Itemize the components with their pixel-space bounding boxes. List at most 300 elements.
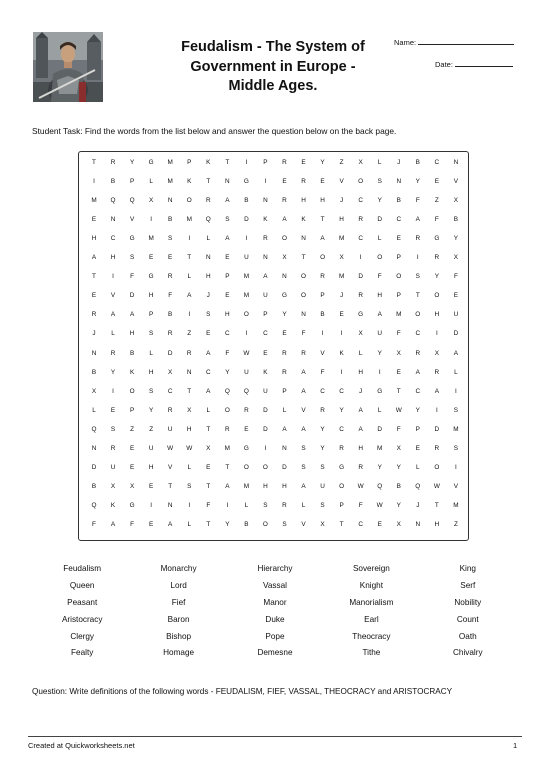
grid-letter[interactable]: X bbox=[110, 482, 116, 490]
grid-letter[interactable]: E bbox=[168, 254, 173, 262]
grid-letter[interactable]: S bbox=[320, 501, 325, 509]
grid-letter[interactable]: V bbox=[110, 292, 116, 300]
grid-letter[interactable]: A bbox=[225, 197, 230, 205]
grid-letter[interactable]: C bbox=[396, 216, 402, 224]
grid-letter[interactable]: Q bbox=[415, 482, 421, 490]
grid-letter[interactable]: O bbox=[243, 311, 249, 319]
grid-letter[interactable]: A bbox=[110, 520, 116, 528]
grid-letter[interactable]: H bbox=[186, 425, 192, 433]
grid-letter[interactable]: T bbox=[206, 482, 211, 490]
grid-letter[interactable]: M bbox=[243, 273, 250, 281]
grid-letter[interactable]: I bbox=[264, 178, 267, 186]
grid-letter[interactable]: G bbox=[358, 311, 364, 319]
grid-letter[interactable]: L bbox=[92, 406, 96, 414]
grid-letter[interactable]: T bbox=[396, 387, 401, 395]
grid-letter[interactable]: X bbox=[149, 197, 154, 205]
grid-letter[interactable]: E bbox=[149, 520, 154, 528]
grid-letter[interactable]: X bbox=[453, 254, 459, 262]
grid-letter[interactable]: N bbox=[186, 368, 192, 376]
grid-letter[interactable]: H bbox=[148, 292, 154, 300]
grid-letter[interactable]: K bbox=[129, 368, 135, 376]
grid-letter[interactable]: U bbox=[148, 444, 154, 452]
grid-letter[interactable]: Q bbox=[91, 425, 97, 433]
grid-letter[interactable]: O bbox=[262, 463, 268, 471]
grid-letter[interactable]: Y bbox=[453, 235, 459, 243]
grid-letter[interactable]: P bbox=[396, 292, 401, 300]
grid-letter[interactable]: Z bbox=[149, 425, 154, 433]
grid-letter[interactable]: E bbox=[453, 292, 459, 300]
grid-letter[interactable]: S bbox=[282, 520, 287, 528]
grid-letter[interactable]: A bbox=[91, 254, 97, 262]
grid-letter[interactable]: F bbox=[130, 273, 135, 281]
grid-letter[interactable]: M bbox=[453, 425, 459, 433]
grid-letter[interactable]: W bbox=[357, 482, 364, 490]
grid-letter[interactable]: C bbox=[415, 387, 421, 395]
grid-letter[interactable]: X bbox=[129, 482, 135, 490]
grid-letter[interactable]: H bbox=[148, 368, 154, 376]
grid-letter[interactable]: Y bbox=[339, 406, 344, 414]
grid-letter[interactable]: A bbox=[377, 311, 382, 319]
grid-letter[interactable]: S bbox=[206, 311, 211, 319]
grid-letter[interactable]: A bbox=[225, 482, 230, 490]
grid-letter[interactable]: Y bbox=[320, 444, 325, 452]
grid-letter[interactable]: R bbox=[110, 159, 116, 166]
grid-letter[interactable]: R bbox=[282, 368, 287, 376]
grid-letter[interactable]: A bbox=[206, 387, 211, 395]
grid-letter[interactable]: R bbox=[434, 444, 440, 452]
grid-letter[interactable]: R bbox=[225, 425, 230, 433]
grid-letter[interactable]: F bbox=[168, 292, 173, 300]
grid-letter[interactable]: S bbox=[320, 463, 325, 471]
grid-letter[interactable]: M bbox=[377, 444, 383, 452]
grid-letter[interactable]: L bbox=[149, 349, 153, 357]
grid-letter[interactable]: K bbox=[187, 178, 192, 186]
grid-letter[interactable]: S bbox=[129, 254, 135, 262]
grid-letter[interactable]: L bbox=[111, 330, 115, 338]
grid-letter[interactable]: R bbox=[301, 178, 306, 186]
grid-letter[interactable]: R bbox=[282, 159, 287, 166]
grid-letter[interactable]: X bbox=[320, 520, 325, 528]
grid-letter[interactable]: W bbox=[167, 444, 174, 452]
grid-letter[interactable]: K bbox=[339, 349, 344, 357]
grid-letter[interactable]: S bbox=[225, 216, 230, 224]
grid-letter[interactable]: B bbox=[396, 197, 401, 205]
grid-letter[interactable]: C bbox=[358, 235, 363, 243]
grid-letter[interactable]: D bbox=[358, 273, 363, 281]
grid-letter[interactable]: G bbox=[377, 387, 383, 395]
grid-letter[interactable]: Z bbox=[453, 520, 458, 528]
grid-letter[interactable]: G bbox=[243, 444, 249, 452]
grid-letter[interactable]: R bbox=[434, 254, 440, 262]
grid-letter[interactable]: N bbox=[205, 254, 211, 262]
grid-letter[interactable]: I bbox=[188, 501, 191, 509]
grid-letter[interactable]: B bbox=[453, 216, 459, 224]
grid-letter[interactable]: Y bbox=[282, 311, 287, 319]
grid-letter[interactable]: I bbox=[245, 159, 248, 166]
grid-letter[interactable]: O bbox=[396, 273, 402, 281]
grid-letter[interactable]: L bbox=[206, 406, 211, 414]
grid-letter[interactable]: H bbox=[377, 292, 383, 300]
grid-letter[interactable]: X bbox=[339, 254, 344, 262]
grid-letter[interactable]: E bbox=[225, 254, 230, 262]
grid-letter[interactable]: P bbox=[415, 425, 420, 433]
grid-letter[interactable]: L bbox=[187, 273, 192, 281]
grid-letter[interactable]: H bbox=[320, 197, 325, 205]
grid-letter[interactable]: I bbox=[321, 330, 324, 338]
grid-letter[interactable]: F bbox=[434, 216, 439, 224]
grid-letter[interactable]: A bbox=[282, 216, 287, 224]
grid-letter[interactable]: S bbox=[149, 387, 154, 395]
grid-letter[interactable]: V bbox=[339, 178, 344, 186]
grid-letter[interactable]: S bbox=[110, 425, 116, 433]
grid-letter[interactable]: I bbox=[264, 444, 267, 452]
grid-letter[interactable]: F bbox=[396, 330, 401, 338]
grid-letter[interactable]: R bbox=[205, 197, 211, 205]
grid-letter[interactable]: J bbox=[206, 292, 210, 300]
grid-letter[interactable]: J bbox=[397, 159, 401, 166]
grid-letter[interactable]: U bbox=[244, 368, 249, 376]
grid-letter[interactable]: M bbox=[338, 235, 345, 243]
grid-letter[interactable]: B bbox=[91, 368, 97, 376]
grid-letter[interactable]: N bbox=[91, 349, 97, 357]
grid-letter[interactable]: E bbox=[110, 406, 116, 414]
grid-letter[interactable]: C bbox=[358, 197, 363, 205]
grid-letter[interactable]: A bbox=[358, 406, 363, 414]
grid-letter[interactable]: T bbox=[339, 520, 344, 528]
grid-letter[interactable]: G bbox=[148, 273, 154, 281]
grid-letter[interactable]: L bbox=[416, 463, 420, 471]
grid-letter[interactable]: H bbox=[301, 197, 306, 205]
grid-letter[interactable]: V bbox=[301, 520, 306, 528]
grid-letter[interactable]: A bbox=[129, 311, 135, 319]
grid-letter[interactable]: K bbox=[206, 159, 211, 166]
grid-letter[interactable]: T bbox=[301, 254, 306, 262]
grid-letter[interactable]: E bbox=[244, 425, 249, 433]
grid-letter[interactable]: O bbox=[434, 292, 440, 300]
grid-letter[interactable]: E bbox=[206, 463, 211, 471]
grid-letter[interactable]: R bbox=[110, 444, 116, 452]
grid-letter[interactable]: E bbox=[282, 330, 287, 338]
grid-letter[interactable]: D bbox=[167, 349, 173, 357]
grid-letter[interactable]: R bbox=[339, 444, 344, 452]
grid-letter[interactable]: H bbox=[339, 216, 344, 224]
grid-letter[interactable]: L bbox=[282, 406, 287, 414]
grid-letter[interactable]: R bbox=[186, 349, 192, 357]
grid-letter[interactable]: I bbox=[340, 368, 343, 376]
grid-letter[interactable]: W bbox=[243, 349, 250, 357]
grid-letter[interactable]: V bbox=[453, 178, 459, 186]
grid-letter[interactable]: O bbox=[377, 254, 383, 262]
grid-letter[interactable]: N bbox=[167, 197, 173, 205]
grid-letter[interactable]: F bbox=[301, 330, 306, 338]
grid-letter[interactable]: I bbox=[150, 501, 153, 509]
grid-letter[interactable]: A bbox=[434, 387, 439, 395]
grid-letter[interactable]: S bbox=[168, 235, 173, 243]
grid-letter[interactable]: H bbox=[282, 482, 287, 490]
grid-letter[interactable]: X bbox=[453, 197, 459, 205]
grid-letter[interactable]: M bbox=[243, 292, 250, 300]
grid-letter[interactable]: E bbox=[415, 444, 420, 452]
grid-letter[interactable]: Y bbox=[225, 368, 230, 376]
grid-letter[interactable]: A bbox=[168, 520, 173, 528]
grid-letter[interactable]: G bbox=[434, 235, 440, 243]
grid-letter[interactable]: Y bbox=[377, 463, 382, 471]
grid-letter[interactable]: G bbox=[281, 292, 287, 300]
grid-letter[interactable]: A bbox=[320, 235, 325, 243]
grid-letter[interactable]: A bbox=[301, 387, 306, 395]
grid-letter[interactable]: C bbox=[339, 425, 344, 433]
grid-letter[interactable]: X bbox=[358, 330, 363, 338]
grid-letter[interactable]: F bbox=[453, 273, 458, 281]
grid-letter[interactable]: H bbox=[225, 311, 230, 319]
grid-letter[interactable]: E bbox=[91, 216, 97, 224]
grid-letter[interactable]: B bbox=[320, 311, 325, 319]
grid-letter[interactable]: U bbox=[320, 482, 325, 490]
grid-letter[interactable]: M bbox=[453, 501, 459, 509]
grid-letter[interactable]: E bbox=[396, 368, 401, 376]
grid-letter[interactable]: L bbox=[187, 463, 192, 471]
grid-letter[interactable]: E bbox=[129, 463, 135, 471]
grid-letter[interactable]: F bbox=[225, 349, 230, 357]
grid-letter[interactable]: C bbox=[205, 368, 211, 376]
grid-letter[interactable]: C bbox=[339, 387, 344, 395]
grid-letter[interactable]: N bbox=[167, 501, 173, 509]
grid-letter[interactable]: M bbox=[91, 197, 97, 205]
grid-letter[interactable]: T bbox=[206, 178, 211, 186]
grid-letter[interactable]: E bbox=[320, 178, 325, 186]
grid-letter[interactable]: N bbox=[282, 444, 287, 452]
grid-letter[interactable]: O bbox=[301, 273, 306, 281]
grid-letter[interactable]: I bbox=[150, 216, 153, 224]
grid-letter[interactable]: D bbox=[91, 463, 97, 471]
grid-letter[interactable]: Q bbox=[243, 387, 249, 395]
grid-letter[interactable]: T bbox=[168, 482, 173, 490]
grid-letter[interactable]: C bbox=[225, 330, 230, 338]
grid-letter[interactable]: F bbox=[377, 273, 382, 281]
grid-letter[interactable]: G bbox=[243, 178, 249, 186]
grid-letter[interactable]: Y bbox=[396, 463, 401, 471]
grid-letter[interactable]: H bbox=[358, 368, 363, 376]
grid-letter[interactable]: S bbox=[415, 273, 420, 281]
grid-letter[interactable]: O bbox=[224, 406, 230, 414]
grid-letter[interactable]: E bbox=[91, 292, 97, 300]
grid-letter[interactable]: R bbox=[434, 368, 440, 376]
grid-letter[interactable]: S bbox=[377, 178, 382, 186]
grid-letter[interactable]: U bbox=[244, 254, 249, 262]
grid-letter[interactable]: X bbox=[358, 159, 363, 166]
grid-letter[interactable]: T bbox=[187, 254, 192, 262]
grid-letter[interactable]: D bbox=[377, 425, 383, 433]
grid-letter[interactable]: Q bbox=[205, 216, 211, 224]
grid-letter[interactable]: R bbox=[415, 235, 421, 243]
grid-letter[interactable]: R bbox=[301, 349, 306, 357]
grid-letter[interactable]: D bbox=[434, 425, 440, 433]
grid-letter[interactable]: R bbox=[358, 292, 363, 300]
grid-letter[interactable]: K bbox=[110, 501, 116, 509]
grid-letter[interactable]: Q bbox=[110, 197, 116, 205]
grid-letter[interactable]: Y bbox=[129, 159, 135, 166]
grid-letter[interactable]: F bbox=[130, 520, 135, 528]
grid-letter[interactable]: T bbox=[92, 273, 96, 281]
grid-letter[interactable]: A bbox=[187, 292, 192, 300]
grid-letter[interactable]: Q bbox=[129, 197, 135, 205]
grid-letter[interactable]: N bbox=[282, 273, 287, 281]
grid-letter[interactable]: I bbox=[359, 254, 362, 262]
grid-letter[interactable]: Z bbox=[130, 425, 135, 433]
grid-letter[interactable]: U bbox=[377, 330, 383, 338]
grid-letter[interactable]: J bbox=[416, 501, 420, 509]
grid-letter[interactable]: T bbox=[320, 216, 325, 224]
grid-letter[interactable]: P bbox=[282, 387, 287, 395]
grid-letter[interactable]: P bbox=[339, 501, 344, 509]
grid-letter[interactable]: O bbox=[243, 463, 249, 471]
grid-letter[interactable]: E bbox=[434, 178, 439, 186]
grid-letter[interactable]: B bbox=[129, 349, 135, 357]
grid-letter[interactable]: H bbox=[358, 444, 363, 452]
grid-letter[interactable]: Y bbox=[434, 273, 439, 281]
grid-letter[interactable]: A bbox=[301, 368, 306, 376]
grid-letter[interactable]: E bbox=[282, 178, 287, 186]
grid-letter[interactable]: X bbox=[396, 349, 401, 357]
grid-letter[interactable]: I bbox=[378, 368, 381, 376]
grid-letter[interactable]: Z bbox=[434, 197, 439, 205]
grid-letter[interactable]: I bbox=[93, 178, 95, 186]
grid-letter[interactable]: N bbox=[263, 197, 268, 205]
grid-letter[interactable]: O bbox=[320, 254, 326, 262]
grid-letter[interactable]: J bbox=[359, 387, 363, 395]
grid-letter[interactable]: A bbox=[358, 425, 363, 433]
grid-letter[interactable]: Z bbox=[187, 330, 192, 338]
grid-letter[interactable]: I bbox=[112, 273, 114, 281]
grid-letter[interactable]: X bbox=[396, 520, 401, 528]
grid-letter[interactable]: Y bbox=[396, 501, 401, 509]
grid-letter[interactable]: M bbox=[338, 273, 345, 281]
grid-letter[interactable]: S bbox=[263, 501, 268, 509]
grid-letter[interactable]: I bbox=[112, 387, 114, 395]
grid-letter[interactable]: M bbox=[167, 178, 173, 186]
grid-letter[interactable]: R bbox=[320, 273, 325, 281]
grid-letter[interactable]: A bbox=[415, 216, 420, 224]
grid-letter[interactable]: O bbox=[358, 178, 364, 186]
grid-letter[interactable]: X bbox=[434, 349, 439, 357]
grid-letter[interactable]: H bbox=[129, 330, 135, 338]
grid-letter[interactable]: H bbox=[91, 235, 97, 243]
grid-letter[interactable]: B bbox=[168, 311, 173, 319]
grid-letter[interactable]: Y bbox=[320, 159, 325, 166]
grid-letter[interactable]: H bbox=[263, 482, 268, 490]
grid-letter[interactable]: C bbox=[415, 330, 421, 338]
grid-letter[interactable]: Y bbox=[225, 520, 230, 528]
name-blank-line[interactable] bbox=[418, 44, 514, 45]
grid-letter[interactable]: R bbox=[167, 406, 173, 414]
grid-letter[interactable]: C bbox=[167, 387, 173, 395]
grid-letter[interactable]: X bbox=[168, 368, 173, 376]
grid-letter[interactable]: P bbox=[396, 254, 401, 262]
grid-letter[interactable]: E bbox=[263, 349, 268, 357]
grid-letter[interactable]: U bbox=[110, 463, 116, 471]
grid-letter[interactable]: C bbox=[263, 330, 268, 338]
grid-letter[interactable]: T bbox=[434, 501, 439, 509]
grid-letter[interactable]: F bbox=[415, 197, 420, 205]
grid-letter[interactable]: Y bbox=[415, 178, 420, 186]
grid-letter[interactable]: R bbox=[282, 501, 287, 509]
grid-letter[interactable]: O bbox=[434, 463, 440, 471]
grid-letter[interactable]: Y bbox=[377, 197, 382, 205]
grid-letter[interactable]: D bbox=[453, 330, 459, 338]
grid-letter[interactable]: E bbox=[149, 482, 154, 490]
grid-letter[interactable]: O bbox=[262, 520, 268, 528]
grid-letter[interactable]: Y bbox=[110, 368, 116, 376]
grid-letter[interactable]: D bbox=[282, 463, 287, 471]
grid-letter[interactable]: I bbox=[455, 463, 457, 471]
grid-letter[interactable]: J bbox=[92, 330, 96, 338]
grid-letter[interactable]: P bbox=[129, 406, 135, 414]
grid-letter[interactable]: V bbox=[129, 216, 135, 224]
grid-letter[interactable]: N bbox=[396, 178, 402, 186]
grid-letter[interactable]: O bbox=[415, 311, 421, 319]
grid-letter[interactable]: R bbox=[282, 349, 287, 357]
grid-letter[interactable]: I bbox=[340, 330, 343, 338]
grid-letter[interactable]: N bbox=[415, 520, 421, 528]
grid-letter[interactable]: N bbox=[301, 235, 306, 243]
grid-letter[interactable]: N bbox=[453, 159, 459, 166]
grid-letter[interactable]: I bbox=[245, 235, 248, 243]
grid-letter[interactable]: V bbox=[320, 349, 325, 357]
grid-letter[interactable]: R bbox=[320, 406, 325, 414]
grid-letter[interactable]: S bbox=[301, 463, 306, 471]
grid-letter[interactable]: B bbox=[168, 216, 173, 224]
grid-letter[interactable]: A bbox=[110, 311, 116, 319]
grid-letter[interactable]: H bbox=[110, 254, 116, 262]
grid-letter[interactable]: Y bbox=[377, 349, 382, 357]
grid-letter[interactable]: L bbox=[301, 501, 306, 509]
grid-letter[interactable]: W bbox=[395, 406, 402, 414]
grid-letter[interactable]: V bbox=[168, 463, 173, 471]
grid-letter[interactable]: I bbox=[188, 235, 191, 243]
grid-letter[interactable]: H bbox=[148, 463, 154, 471]
grid-letter[interactable]: A bbox=[206, 349, 211, 357]
grid-letter[interactable]: R bbox=[91, 311, 97, 319]
grid-letter[interactable]: N bbox=[225, 178, 230, 186]
grid-letter[interactable]: B bbox=[110, 178, 116, 186]
grid-letter[interactable]: B bbox=[244, 520, 249, 528]
grid-letter[interactable]: O bbox=[281, 235, 287, 243]
grid-letter[interactable]: F bbox=[396, 425, 401, 433]
grid-letter[interactable]: E bbox=[377, 520, 382, 528]
grid-letter[interactable]: N bbox=[110, 216, 116, 224]
grid-letter[interactable]: B bbox=[91, 482, 97, 490]
grid-letter[interactable]: I bbox=[435, 330, 438, 338]
grid-letter[interactable]: Y bbox=[320, 425, 325, 433]
grid-letter[interactable]: S bbox=[453, 406, 459, 414]
grid-letter[interactable]: X bbox=[282, 254, 287, 262]
grid-letter[interactable]: P bbox=[149, 311, 154, 319]
grid-letter[interactable]: X bbox=[206, 444, 211, 452]
grid-letter[interactable]: L bbox=[206, 235, 211, 243]
grid-letter[interactable]: P bbox=[263, 311, 268, 319]
grid-letter[interactable]: Q bbox=[224, 387, 230, 395]
grid-letter[interactable]: O bbox=[186, 197, 192, 205]
grid-letter[interactable]: A bbox=[301, 482, 306, 490]
grid-letter[interactable]: T bbox=[206, 425, 211, 433]
grid-letter[interactable]: Z bbox=[339, 159, 344, 166]
grid-letter[interactable]: R bbox=[358, 463, 363, 471]
grid-letter[interactable]: Y bbox=[149, 406, 154, 414]
grid-letter[interactable]: A bbox=[225, 235, 230, 243]
grid-letter[interactable]: G bbox=[148, 159, 154, 166]
grid-letter[interactable]: C bbox=[434, 159, 440, 166]
grid-letter[interactable]: L bbox=[358, 349, 363, 357]
